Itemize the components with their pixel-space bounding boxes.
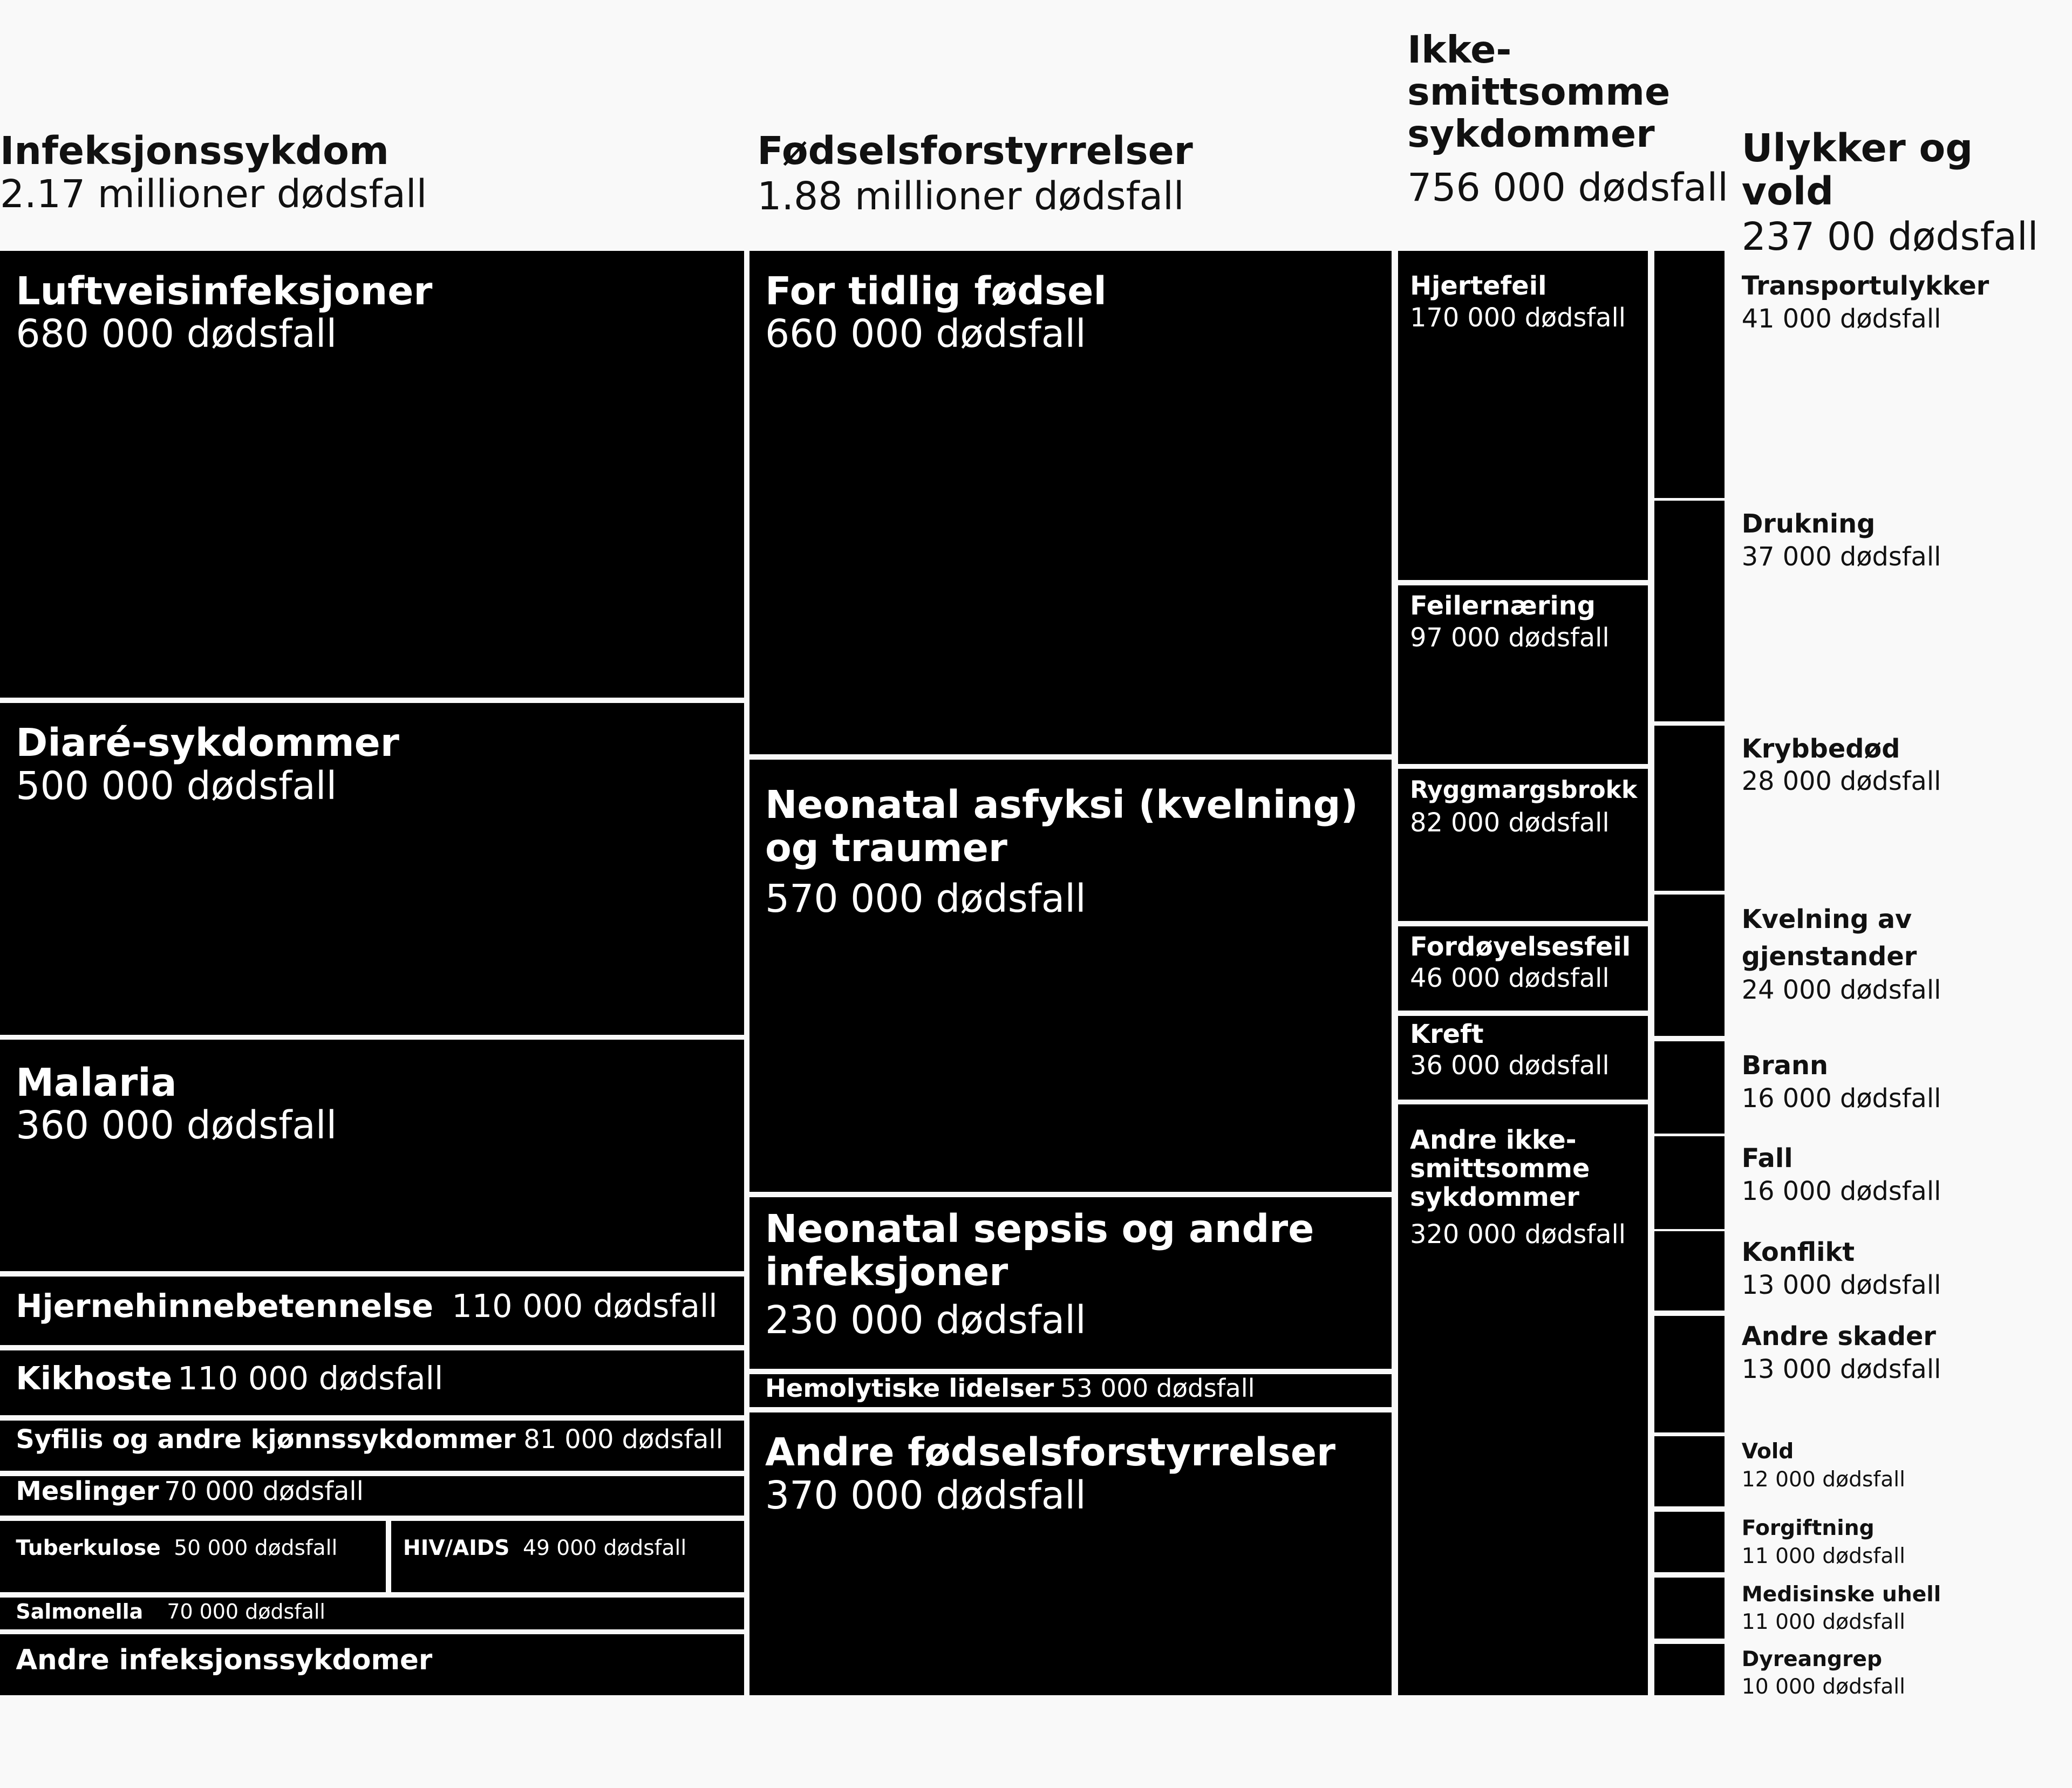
cell-label <box>1410 592 1610 652</box>
cell-name: Krybbedød <box>1741 734 1900 764</box>
cell-value: 370 000 dødsfall <box>765 1472 1086 1518</box>
group-total: 1.88 millioner dødsfall <box>757 174 1184 219</box>
cell-value: 570 000 dødsfall <box>765 876 1086 921</box>
cell-label <box>16 721 399 807</box>
cell-name: Kvelning av gjenstander <box>1741 905 1917 972</box>
treemap-label-krybbedod <box>1742 735 1941 796</box>
cell-value: 53 000 dødsfall <box>1060 1374 1255 1403</box>
treemap-cell-forgiftning <box>1654 1512 1725 1573</box>
cell-name: Hjernehinnebetennelse <box>16 1287 434 1325</box>
cell-label <box>16 1361 443 1396</box>
cell-name: Kikhoste <box>16 1360 173 1397</box>
cell-name: Andre infeksjonssykdomer <box>16 1643 433 1676</box>
treemap-cell-andre-fodselsforstyrrelser <box>749 1412 1392 1695</box>
cell-label <box>1410 777 1637 838</box>
treemap-label-transportulykker <box>1742 272 1989 333</box>
cell-value: 36 000 dødsfall <box>1410 1050 1610 1081</box>
cell-label <box>765 1431 1335 1517</box>
cell-name: Hjertefeil <box>1410 271 1547 302</box>
treemap-cell-transportulykker <box>1654 251 1725 498</box>
treemap-cell-tuberkulose <box>0 1521 386 1592</box>
cell-value: 50 000 dødsfall <box>174 1536 338 1561</box>
cell-name: Fall <box>1741 1143 1793 1173</box>
cell-value: 16 000 dødsfall <box>1741 1176 1941 1206</box>
group-title: Ulykker og vold <box>1741 126 1973 214</box>
cell-name: Drukning <box>1741 509 1876 540</box>
cell-label <box>765 783 1386 920</box>
cell-value: 70 000 dødsfall <box>167 1599 325 1623</box>
treemap-label-medisinske-uhell <box>1742 1583 1941 1634</box>
group-title: Fødselsforstyrrelser <box>757 128 1193 173</box>
cell-value: 500 000 dødsfall <box>16 763 337 808</box>
cell-name: Diaré-sykdommer <box>16 720 399 766</box>
treemap-cell-syfilis-og-andre-kjonnssykdommer <box>0 1421 744 1471</box>
treemap-label-fall <box>1742 1144 1941 1206</box>
group-total: 237 00 dødsfall <box>1741 214 2039 260</box>
treemap-cell-fordoyelsesfeil <box>1398 926 1648 1011</box>
cell-name: Luftveisinfeksjoner <box>16 268 433 313</box>
cell-value: 11 000 dødsfall <box>1741 1610 1905 1635</box>
treemap-cell-krybbedod <box>1654 726 1725 891</box>
cell-name: Neonatal sepsis og andre infeksjoner <box>765 1206 1314 1294</box>
cell-name: HIV/AIDS <box>403 1536 510 1561</box>
cell-value: 170 000 dødsfall <box>1410 303 1626 333</box>
treemap-cell-kreft <box>1398 1016 1648 1099</box>
cell-value: 13 000 dødsfall <box>1741 1355 1941 1385</box>
cell-name: Hemolytiske lidelser <box>765 1374 1054 1403</box>
treemap-label-drukning <box>1742 510 1941 571</box>
cell-name: Tuberkulose <box>16 1536 161 1561</box>
cell-value: 230 000 dødsfall <box>765 1298 1086 1343</box>
treemap-cell-konflikt <box>1654 1231 1725 1311</box>
treemap-label-dyreangrep <box>1742 1648 1905 1699</box>
treemap-cell-diare-sykdommer <box>0 703 744 1035</box>
treemap-label-kvelning-av-gjenstander <box>1742 901 2014 1005</box>
treemap-cell-meslinger <box>0 1476 744 1516</box>
cell-name: Fordøyelsesfeil <box>1410 932 1631 962</box>
cell-value: 680 000 dødsfall <box>16 311 337 357</box>
cell-label <box>16 270 432 356</box>
cell-label <box>765 1374 1255 1402</box>
treemap-label-konflikt <box>1742 1238 1941 1300</box>
cell-label <box>765 1207 1386 1341</box>
cell-value: 660 000 dødsfall <box>765 311 1086 357</box>
cell-name: Meslinger <box>16 1476 159 1506</box>
cell-value: 37 000 dødsfall <box>1741 542 1941 572</box>
treemap-cell-andre-infeksjonssykdomer <box>0 1634 744 1695</box>
treemap-label-vold <box>1742 1440 1905 1491</box>
cell-value: 360 000 dødsfall <box>16 1103 337 1148</box>
cell-label <box>16 1288 717 1324</box>
cell-name: Syfilis og andre kjønnssykdommer <box>16 1425 516 1455</box>
treemap-cell-for-tidlig-fodsel <box>749 251 1392 754</box>
cell-label <box>16 1537 337 1560</box>
cell-value: 97 000 dødsfall <box>1410 623 1610 653</box>
group-header-infeksjon <box>0 129 427 215</box>
treemap-cell-hjernehinnebetennelse <box>0 1277 744 1345</box>
treemap-label-forgiftning <box>1742 1517 1905 1568</box>
cell-name: For tidlig fødsel <box>765 268 1107 313</box>
treemap-cell-neonatal-sepsis-og-andre-infeksjoner <box>749 1197 1392 1369</box>
group-header-ulykker <box>1742 127 2072 258</box>
cell-value: 24 000 dødsfall <box>1741 975 1941 1005</box>
cell-label <box>1410 933 1631 993</box>
cell-name: Forgiftning <box>1741 1516 1875 1541</box>
cell-name: Salmonella <box>16 1599 144 1623</box>
cell-value: 13 000 dødsfall <box>1741 1270 1941 1300</box>
cell-label <box>765 270 1107 356</box>
group-header-fodsel <box>757 129 1193 218</box>
group-total: 756 000 dødsfall <box>1407 165 1728 210</box>
cell-label <box>1410 1020 1610 1081</box>
cell-value: 320 000 dødsfall <box>1410 1219 1626 1250</box>
cell-value: 10 000 dødsfall <box>1741 1675 1905 1700</box>
cell-value: 16 000 dødsfall <box>1741 1084 1941 1114</box>
treemap-cell-feilernaering <box>1398 585 1648 764</box>
treemap-cell-hiv-aids <box>391 1521 744 1592</box>
treemap-cell-andre-ikke-smittsomme-sykdommer <box>1398 1104 1648 1695</box>
cell-value: 82 000 dødsfall <box>1410 808 1610 838</box>
treemap-cell-hemolytiske-lidelser <box>749 1374 1392 1407</box>
cell-value: 46 000 dødsfall <box>1410 964 1610 994</box>
treemap-label-andre-skader <box>1742 1322 1941 1384</box>
cell-label <box>16 1477 364 1506</box>
treemap-cell-medisinske-uhell <box>1654 1578 1725 1639</box>
cell-name: Brann <box>1741 1051 1828 1081</box>
treemap-label-brann <box>1742 1052 1941 1113</box>
cell-name: Neonatal asfyksi (kvelning) og traumer <box>765 782 1358 870</box>
cell-value: 110 000 dødsfall <box>452 1287 718 1325</box>
cell-value: 11 000 dødsfall <box>1741 1544 1905 1568</box>
cell-name: Vold <box>1741 1439 1794 1464</box>
cell-value: 49 000 dødsfall <box>523 1536 687 1561</box>
treemap-cell-malaria <box>0 1040 744 1271</box>
treemap-cell-luftveisinfeksjoner <box>0 251 744 698</box>
treemap-cell-ryggmargsbrokk <box>1398 769 1648 921</box>
treemap-cell-kikhoste <box>0 1350 744 1415</box>
treemap-cell-drukning <box>1654 501 1725 721</box>
cell-name: Transportulykker <box>1741 271 1989 302</box>
group-total: 2.17 millioner dødsfall <box>0 171 427 216</box>
cell-value: 110 000 dødsfall <box>178 1360 444 1397</box>
cell-value: 81 000 dødsfall <box>523 1425 723 1455</box>
cell-name: Andre ikke-smittsomme sykdommer <box>1410 1125 1590 1213</box>
cell-label <box>403 1537 686 1560</box>
cell-label <box>1410 272 1626 332</box>
treemap-cell-brann <box>1654 1041 1725 1134</box>
cell-name: Andre skader <box>1741 1322 1936 1352</box>
cell-label <box>16 1061 337 1147</box>
cell-name: Ryggmargsbrokk <box>1410 776 1638 804</box>
cell-name: Dyreangrep <box>1741 1647 1883 1671</box>
cell-name: Kreft <box>1410 1019 1484 1049</box>
cell-label <box>16 1600 325 1623</box>
treemap-cell-hjertefeil <box>1398 251 1648 580</box>
cell-name: Konflikt <box>1741 1237 1855 1267</box>
treemap-cell-fall <box>1654 1136 1725 1229</box>
cell-label <box>16 1645 432 1676</box>
treemap-cell-kvelning-av-gjenstander <box>1654 895 1725 1036</box>
cell-name: Medisinske uhell <box>1741 1582 1941 1607</box>
cell-name: Malaria <box>16 1060 177 1105</box>
treemap-cell-neonatal-asfyksi-kvelning-og-traumer <box>749 760 1392 1192</box>
treemap-cell-salmonella <box>0 1598 744 1629</box>
cell-value: 28 000 dødsfall <box>1741 767 1941 797</box>
treemap-cell-vold <box>1654 1436 1725 1506</box>
cell-label <box>16 1425 723 1454</box>
group-title: Infeksjonssykdom <box>0 128 389 173</box>
group-title: Ikke-smittsomme sykdommer <box>1407 28 1671 156</box>
group-header-ikke_smitt <box>1407 29 1764 209</box>
cell-value: 70 000 dødsfall <box>164 1476 364 1506</box>
cell-label <box>1410 1126 1634 1250</box>
cell-name: Andre fødselsforstyrrelser <box>765 1430 1336 1475</box>
treemap-cell-dyreangrep <box>1654 1644 1725 1696</box>
cell-value: 41 000 dødsfall <box>1741 304 1941 335</box>
cell-name: Feilernæring <box>1410 591 1596 622</box>
cell-value: 12 000 dødsfall <box>1741 1467 1905 1492</box>
treemap-cell-andre-skader <box>1654 1316 1725 1432</box>
